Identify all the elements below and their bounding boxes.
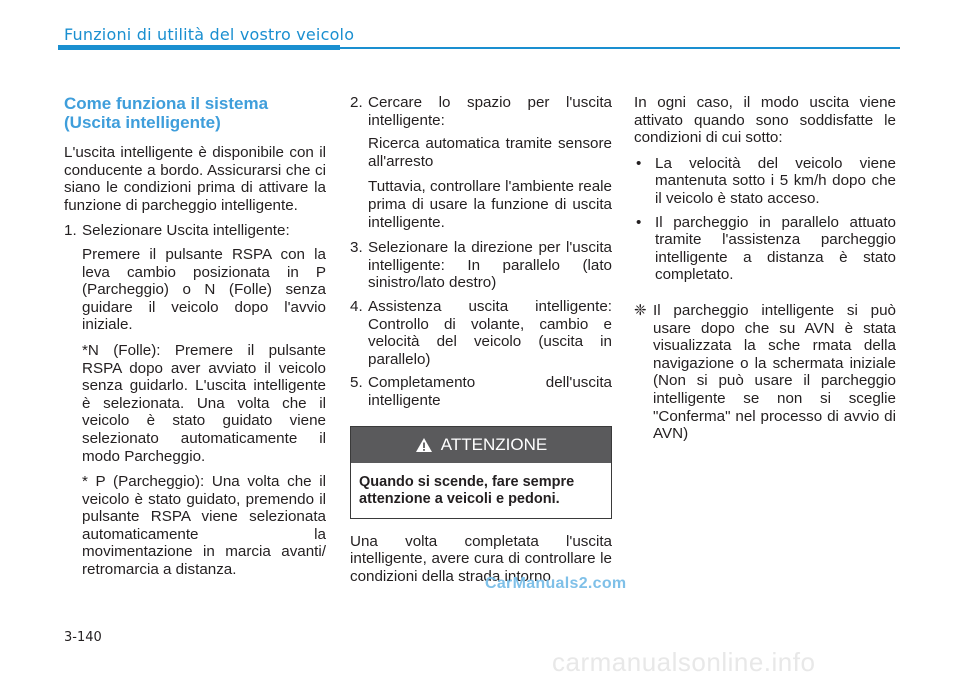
step-4 (350, 298, 612, 368)
condition-bullet-2 (634, 214, 896, 284)
step-1-neutral-note: *N (Folle): Premere il pulsante RSPA dopo aver avviato il veicolo senza guidarlo. L'uscita intelligente è selezionata. Una volta che il veicolo è stato guidato viene selezionato automaticamente il modo Parcheggio. (82, 341, 326, 465)
section-title (64, 94, 326, 132)
step-text: Completamento dell'uscita intelligente (368, 374, 612, 409)
step-text: Cercare lo spazio per l'uscita intelligente: (368, 94, 612, 129)
note-text: Il parcheggio intelligente si può usare dopo che su AVN è stata visualizzata la sche rmata della navigazione o la schermata iniziale (Non si può usare il parcheggio intelligente se non si sceglie "Conferma" nel processo di avvio di AVN) (653, 301, 896, 443)
after-warning-paragraph: Una volta completata l'uscita intelligente, avere cura di controllare le condizioni della strada intorno. (350, 532, 612, 585)
warning-box (350, 426, 612, 519)
header-rule-thin (340, 47, 900, 49)
bullet-icon: • (636, 213, 642, 231)
step-number: 2. (350, 94, 363, 111)
footer-watermark: carmanualsonline.info (552, 647, 816, 677)
step-3 (350, 239, 612, 292)
bullet-text: La velocità del veicolo viene mantenuta sotto i 5 km/h dopo che il veicolo è stato acceso. (655, 154, 896, 207)
section-title-line1: Come funziona il sistema (64, 94, 269, 113)
page-number: 3-140 (64, 630, 102, 645)
step-1-park-note: * P (Parcheggio): Una volta che il veicolo è stato guidato, premendo il pulsante RSPA viene selezionata automaticamente la movimentazione in marcia avanti/ retromarcia a distanza. (82, 473, 326, 579)
bullet-icon: • (636, 154, 642, 172)
step-text: Selezionare la direzione per l'uscita intelligente: In parallelo (lato sinistro/lato destro) (368, 239, 612, 292)
warning-triangle-icon (415, 437, 433, 453)
step-number: 3. (350, 239, 363, 257)
section-title-line2: (Uscita intelligente) (64, 113, 221, 132)
step-1-detail: Premere il pulsante RSPA con la leva cambio posizionata in P (Parcheggio) o N (Folle) senza guidare il veicolo dopo l'avvio iniziale. (82, 245, 326, 334)
warning-text: Quando si scende, fare sempre attenzione a veicoli e pedoni. (359, 473, 575, 507)
warning-header (351, 427, 611, 463)
warning-title: ATTENZIONE (440, 434, 548, 454)
step-number: 5. (350, 374, 363, 392)
note-icon: ❈ (634, 301, 647, 319)
step-number: 1. (64, 222, 77, 240)
step-1 (64, 222, 326, 240)
bullet-text: Il parcheggio in parallelo attuato tramite l'assistenza parcheggio intelligente a distanza è stato completato. (655, 213, 896, 284)
section-header: Funzioni di utilità del vostro veicolo (64, 25, 355, 44)
conditions-intro: In ogni caso, il modo uscita viene attivato quando sono soddisfatte le condizioni di cui sotto: (634, 94, 896, 147)
step-2-detail: Ricerca automatica tramite sensore all'arresto (368, 135, 612, 170)
step-5 (350, 374, 612, 409)
watermark-link[interactable]: CarManuals2.com (485, 575, 627, 592)
column-middle (350, 94, 612, 593)
step-2-caution: Tuttavia, controllare l'ambiente reale prima di usare la funzione di uscita intelligente. (368, 178, 612, 231)
step-text: Assistenza uscita intelligente: Controllo di volante, cambio e velocità del veicolo (uscita in parallelo) (368, 297, 612, 368)
intro-paragraph: L'uscita intelligente è disponibile con il conducente a bordo. Assicurarsi che ci siano le condizioni prima di attivare la funzione di parcheggio intelligente. (64, 144, 326, 214)
column-left (64, 94, 326, 587)
step-2 (350, 94, 612, 129)
column-right (634, 94, 896, 443)
step-number: 4. (350, 297, 363, 315)
avn-note (634, 302, 896, 443)
condition-bullet-1 (634, 155, 896, 208)
header-rule (58, 45, 340, 50)
step-text: Selezionare Uscita intelligente: (82, 222, 290, 240)
